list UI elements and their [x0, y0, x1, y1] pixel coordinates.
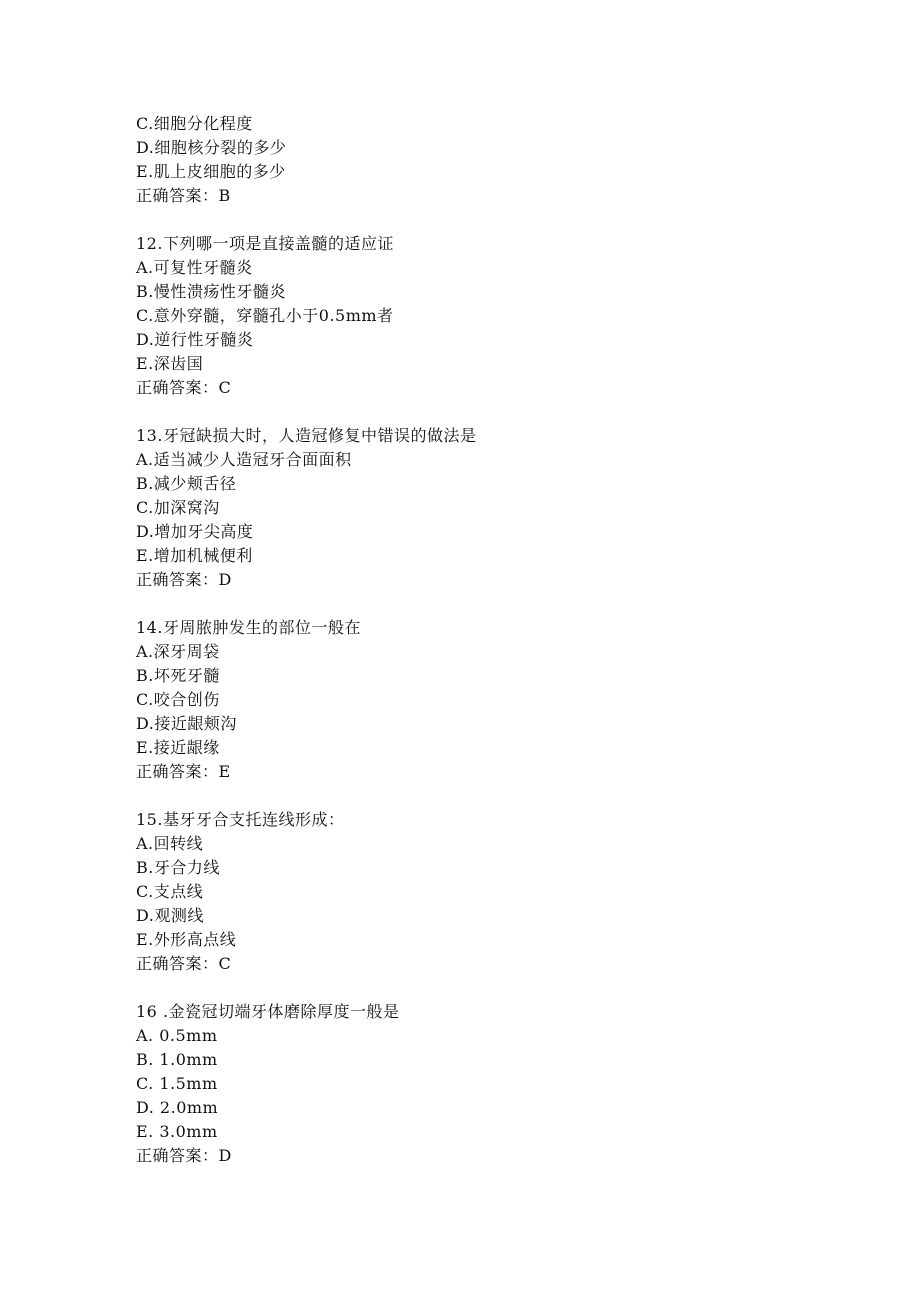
answer-line: 正确答案：D [136, 1146, 232, 1165]
question-15 [136, 808, 836, 976]
option-d: D. 2.0mm [136, 1098, 219, 1117]
answer-line: 正确答案：C [136, 378, 232, 397]
question-stem: 13.牙冠缺损大时，人造冠修复中错误的做法是 [136, 426, 477, 445]
option-d: D.观测线 [136, 906, 204, 925]
option-e: E.肌上皮细胞的多少 [136, 162, 286, 181]
answer-line: 正确答案：C [136, 954, 232, 973]
option-d: D.细胞核分裂的多少 [136, 138, 287, 157]
question-12 [136, 232, 836, 400]
option-c: C.意外穿髓，穿髓孔小于0.5mm者 [136, 306, 394, 325]
option-b: B.慢性溃疡性牙髓炎 [136, 282, 286, 301]
option-c: C.咬合创伤 [136, 690, 220, 709]
question-stem: 14.牙周脓肿发生的部位一般在 [136, 618, 361, 637]
option-c: C.加深窝沟 [136, 498, 220, 517]
option-e: E. 3.0mm [136, 1122, 218, 1141]
spacer [136, 208, 836, 232]
spacer [136, 976, 836, 1000]
answer-line: 正确答案：E [136, 762, 231, 781]
option-c: C.支点线 [136, 882, 204, 901]
question-stem: 16 .金瓷冠切端牙体磨除厚度一般是 [136, 1002, 400, 1021]
option-e: E.外形高点线 [136, 930, 237, 949]
option-d: D.增加牙尖高度 [136, 522, 254, 541]
answer-line: 正确答案：D [136, 570, 232, 589]
option-d: D.接近龈颊沟 [136, 714, 237, 733]
question-fragment-11 [136, 112, 836, 208]
question-stem: 12.下列哪一项是直接盖髓的适应证 [136, 234, 394, 253]
option-b: B.坏死牙髓 [136, 666, 220, 685]
option-b: B. 1.0mm [136, 1050, 218, 1069]
document-page [136, 112, 836, 1168]
option-e: E.深齿国 [136, 354, 204, 373]
option-b: B.牙合力线 [136, 858, 220, 877]
answer-line: 正确答案：B [136, 186, 231, 205]
option-a: A.适当减少人造冠牙合面面积 [136, 450, 352, 469]
option-a: A. 0.5mm [136, 1026, 218, 1045]
question-stem: 15.基牙牙合支托连线形成： [136, 810, 345, 829]
option-e: E.增加机械便利 [136, 546, 253, 565]
question-14 [136, 616, 836, 784]
question-13 [136, 424, 836, 592]
option-d: D.逆行性牙髓炎 [136, 330, 254, 349]
option-a: A.回转线 [136, 834, 204, 853]
option-c: C.细胞分化程度 [136, 114, 253, 133]
option-e: E.接近龈缘 [136, 738, 220, 757]
option-a: A.可复性牙髓炎 [136, 258, 253, 277]
option-a: A.深牙周袋 [136, 642, 220, 661]
question-16 [136, 1000, 836, 1168]
spacer [136, 400, 836, 424]
spacer [136, 784, 836, 808]
spacer [136, 592, 836, 616]
option-c: C. 1.5mm [136, 1074, 218, 1093]
option-b: B.减少颊舌径 [136, 474, 237, 493]
